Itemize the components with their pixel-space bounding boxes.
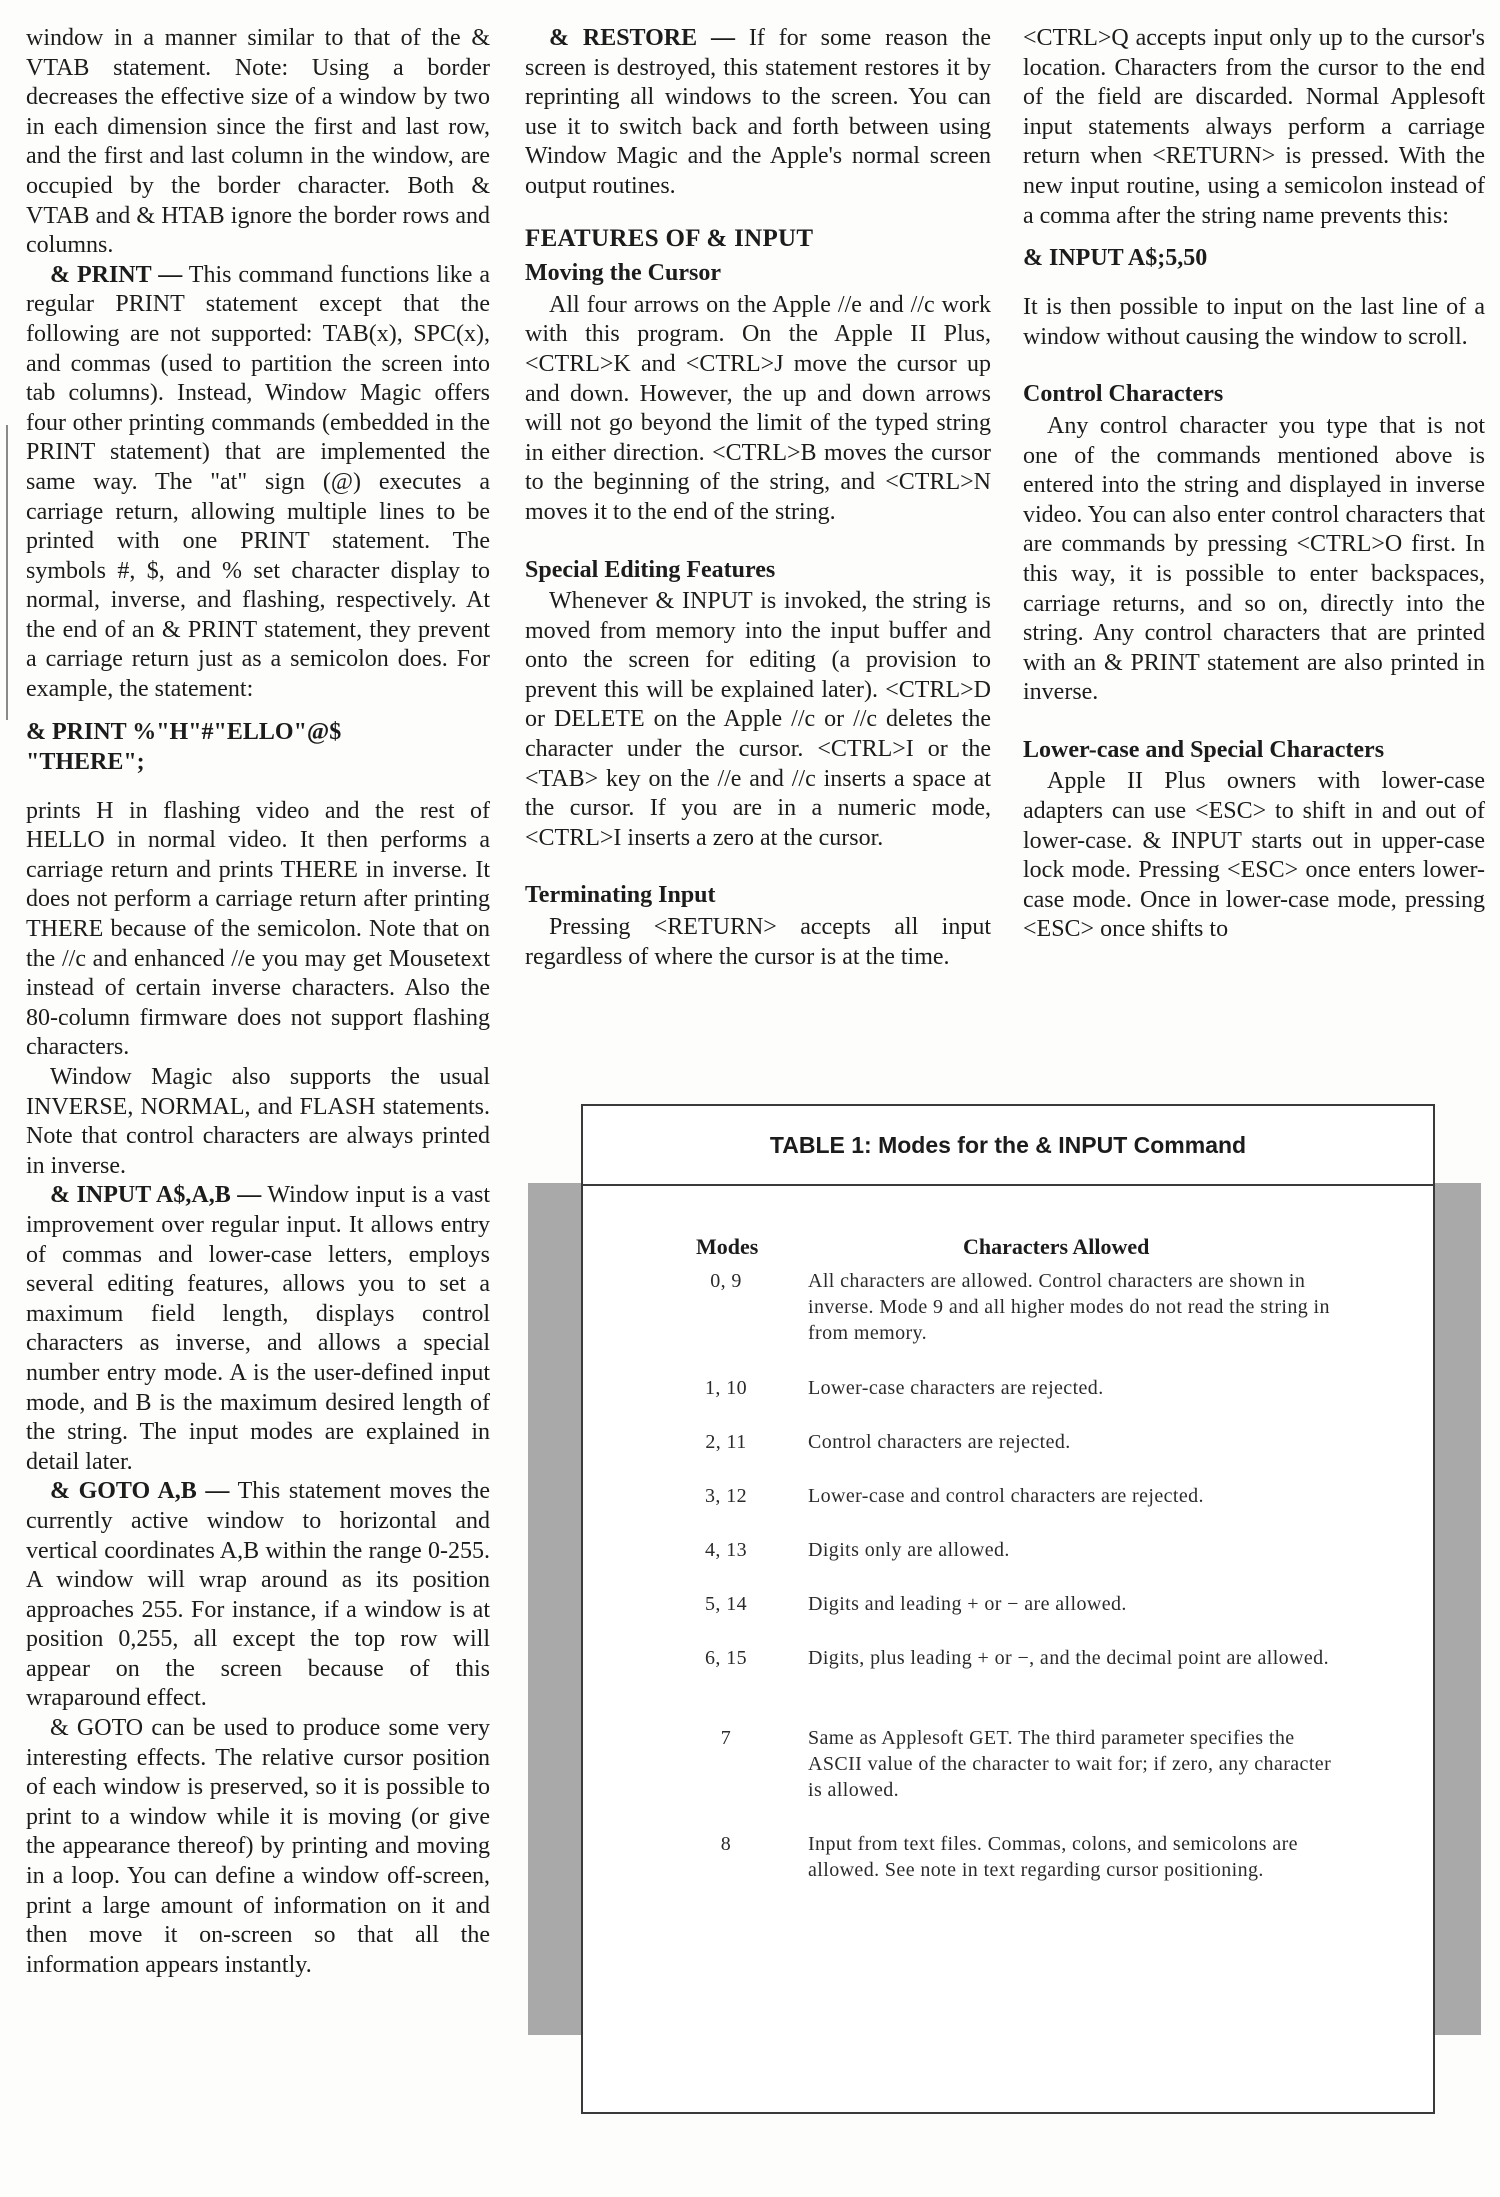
paragraph: Apple II Plus owners with lower-case adapters can use <ESC> to shift in and out of lower-case. & INPUT starts out in upper-case lock mode. Pressing <ESC> once enters lower-case mode. Once in lower-case mode, pressing <ESC> once shifts to — [1023, 768, 1485, 943]
paragraph: <CTRL>Q accepts input only up to the cursor's location. Characters from the cursor to the end of the field are discarded. Normal Applesoft input statements always perform a carriage return when <RETURN> is pressed. With the new input routine, using a semicolon instead of a comma after the string name prevents this: — [1023, 25, 1485, 229]
code-example — [26, 717, 490, 777]
subheading-terminating: Terminating Input — [525, 882, 716, 909]
description-cell: Lower-case and control characters are rejected. — [808, 1485, 1204, 1507]
code-line-1: & PRINT %"H"#"ELLO"@$ — [26, 718, 342, 745]
paragraph: It is then possible to input on the last line of a window without causing the window to scroll. — [1023, 294, 1485, 350]
mode-cell: 6, 15 — [705, 1647, 747, 1669]
mode-cell: 7 — [720, 1727, 732, 1749]
description-cell: Input from text files. Commas, colons, and semicolons are allowed. See note in text regarding cursor positioning. — [808, 1833, 1298, 1881]
text-column-2 — [525, 24, 991, 972]
restore-paragraph — [525, 24, 991, 202]
input-paragraph — [26, 1181, 490, 1477]
description-cell: Lower-case characters are rejected. — [808, 1377, 1104, 1399]
text-column-1 — [26, 24, 490, 1980]
mode-cell: 1, 10 — [705, 1377, 747, 1399]
subheading-lower-case: Lower-case and Special Characters — [1023, 736, 1385, 763]
description-cell: Same as Applesoft GET. The third parameter specifies the ASCII value of the character to wait for; if zero, any character is allowed. — [808, 1727, 1332, 1801]
description-cell: Digits, plus leading + or −, and the decimal point are allowed. — [808, 1647, 1329, 1669]
subheading-editing: Special Editing Features — [525, 556, 776, 583]
column-header-characters: Characters Allowed — [963, 1234, 1150, 1259]
restore-term: & RESTORE — — [549, 25, 736, 51]
paragraph: window in a manner similar to that of the & VTAB statement. Note: Using a border decreases the effective size of a window by two in each dimension since the first and last row, and the first and last column in the window, are occupied by the border character. Both & VTAB and & HTAB ignore the border rows and columns. — [26, 25, 490, 259]
paragraph: Window Magic also supports the usual INVERSE, NORMAL, and FLASH statements. Note that control characters are always printed in inverse. — [26, 1064, 490, 1179]
goto-text: This statement moves the currently active window to horizontal and vertical coordinates A,B within the range 0-255. A window will wrap around as its position approaches 255. For instance, if a window is at position 0,255, all except the top row will appear on the screen because of this wraparound effect. — [26, 1478, 490, 1712]
description-cell: Control characters are rejected. — [808, 1431, 1071, 1453]
mode-cell: 0, 9 — [710, 1270, 742, 1292]
description-cell: All characters are allowed. Control characters are shown in inverse. Mode 9 and all higher modes do not read the string in from memory. — [808, 1270, 1330, 1344]
paragraph: & GOTO can be used to produce some very interesting effects. The relative cursor position of each window is preserved, so it is possible to print to a window while it is moving (or give the appearance thereof) by printing and moving in a loop. You can define a window off-screen, print a large amount of information on it and then move it on-screen so that all the information appears instantly. — [26, 1715, 490, 1978]
column-header-modes: Modes — [696, 1234, 759, 1259]
input-text: Window input is a vast improvement over regular input. It allows entry of commas and lower-case letters, employs several editing features, allows you to set a maximum field length, displays control characters as inverse, and allows a special number entry mode. A is the user-defined input mode, and B is the maximum desired length of the string. The input modes are explained in detail later. — [26, 1182, 490, 1475]
code-line-2: "THERE"; — [26, 748, 145, 775]
mode-cell: 4, 13 — [705, 1539, 747, 1561]
goto-paragraph — [26, 1477, 490, 1714]
description-cell: Digits only are allowed. — [808, 1539, 1010, 1561]
print-paragraph — [26, 261, 490, 705]
paragraph: prints H in flashing video and the rest of HELLO in normal video. It then performs a carriage return and prints THERE in inverse. It does not perform a carriage return after printing THERE because of the semicolon. Note that on the //c and enhanced //e you may get Mousetext instead of certain inverse characters. Also the 80-column firmware does not support flashing characters. — [26, 797, 490, 1061]
table-title: TABLE 1: Modes for the & INPUT Command — [581, 1104, 1435, 1184]
modes-table — [581, 1104, 1435, 2197]
mode-cell: 8 — [720, 1833, 732, 1855]
subheading-moving-cursor: Moving the Cursor — [525, 260, 721, 287]
input-term: & INPUT A$,A,B — — [50, 1182, 262, 1209]
paragraph: Any control character you type that is not one of the commands mentioned above is entered into the string and displayed in inverse video. You can also enter control characters that are commands by pressing <CTRL>O first. In this way, it is possible to enter backspaces, carriage returns, and so on, directly into the string. Any control characters that are printed with an & PRINT statement are also printed in inverse. — [1023, 412, 1485, 706]
subheading-control-characters: Control Characters — [1023, 381, 1224, 408]
section-heading: FEATURES OF & INPUT — [525, 224, 814, 252]
paragraph: All four arrows on the Apple //e and //c work with this program. On the Apple II Plus, <CTRL>K and <CTRL>J move the cursor up and down. However, the up and down arrows will not go beyond the limit of the typed string in either direction. <CTRL>B moves the cursor to the beginning of the string, and <CTRL>N moves it to the end of the string. — [525, 291, 991, 525]
paragraph: Pressing <RETURN> accepts all input regardless of where the cursor is at the time. — [525, 914, 991, 970]
print-text: This command functions like a regular PRINT statement except that the following are not supported: TAB(x), SPC(x), and commas (used to partition the screen into tab columns). Instead, Window Magic offers four other printing commands (embedded in the PRINT statement) that are implemented the same way. The "at" sign (@) executes a carriage return, allowing multiple lines to be printed with one PRINT statement. The symbols #, $, and % set character display to normal, inverse, and flashing, respectively. At the end of an & PRINT statement, they prevent a carriage return just as a semicolon does. For example, the statement: — [26, 261, 490, 703]
goto-term: & GOTO A,B — — [50, 1478, 230, 1505]
code-example: & INPUT A$;5,50 — [1023, 245, 1208, 272]
margin-rule — [6, 425, 8, 720]
mode-cell: 3, 12 — [705, 1485, 747, 1507]
mode-cell: 5, 14 — [705, 1593, 747, 1615]
text-column-3 — [1023, 24, 1485, 945]
restore-text: If for some reason the screen is destroyed, this statement restores it by reprinting all windows to the screen. You can use it to switch back and forth between using Window Magic and the Apple's normal screen output routines. — [525, 25, 992, 199]
paragraph: Whenever & INPUT is invoked, the string is moved from memory into the input buffer and onto the screen for editing (a provision to prevent this will be explained later). <CTRL>D or DELETE on the Apple //c or //c deletes the character under the cursor. <CTRL>I or the <TAB> key on the //e and //c inserts a space at the cursor. If you are in a numeric mode, <CTRL>I inserts a zero at the cursor. — [525, 588, 991, 851]
description-cell: Digits and leading + or − are allowed. — [808, 1593, 1127, 1615]
mode-cell: 2, 11 — [705, 1431, 747, 1453]
print-term: & PRINT — — [50, 261, 183, 288]
